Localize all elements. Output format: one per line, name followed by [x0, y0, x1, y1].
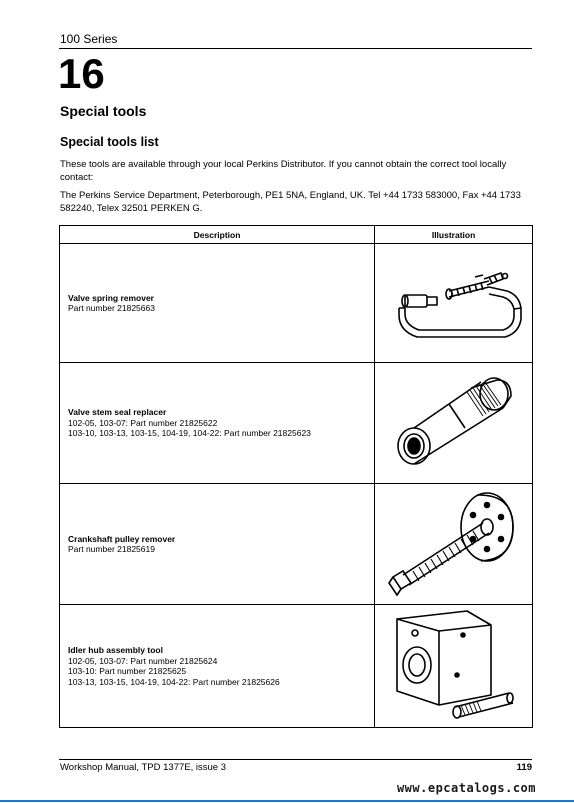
- part-number-line: 102-05, 103-07: Part number 21825622: [68, 417, 218, 428]
- tool-illustration: [375, 484, 533, 605]
- table-header-row: [60, 226, 533, 244]
- header-rule: [59, 48, 532, 49]
- series-label: 100 Series: [60, 32, 118, 46]
- valve-spring-remover-drawing: [379, 253, 529, 353]
- part-number-line: 102-05, 103-07: Part number 21825624: [68, 655, 218, 666]
- table-row: [60, 605, 533, 728]
- table-row: [60, 363, 533, 484]
- tool-name: Valve spring remover: [68, 292, 154, 303]
- watermark-url[interactable]: www.epcatalogs.com: [396, 781, 536, 795]
- tool-description: [60, 363, 375, 484]
- intro-paragraph: These tools are available through your local Perkins Distributor. If you cannot obtain the correct tool locally contact:: [60, 159, 507, 183]
- part-number-line: 103-10: Part number 21825625: [68, 666, 187, 676]
- bottom-accent-line: [0, 800, 574, 802]
- footer-manual-reference: Workshop Manual, TPD 1377E, issue 3: [60, 762, 226, 773]
- table-row: [60, 244, 533, 363]
- table-row: [60, 484, 533, 605]
- page-number: 119: [516, 762, 532, 773]
- tool-name: Crankshaft pulley remover: [68, 533, 176, 544]
- valve-stem-seal-replacer-drawing: [379, 368, 529, 478]
- part-number-line: Part number 21825663: [68, 303, 155, 313]
- special-tools-table: [59, 225, 533, 728]
- tool-illustration: [375, 605, 533, 728]
- part-number-line: 103-10, 103-13, 103-15, 104-19, 104-22: Part number 21825623: [68, 428, 311, 439]
- footer-rule: [59, 759, 532, 760]
- tool-description: [60, 605, 375, 728]
- subsection-title: Special tools list: [60, 135, 159, 149]
- part-number-line: Part number 21825619: [68, 544, 155, 554]
- section-title: Special tools: [60, 103, 147, 119]
- tool-name: Valve stem seal replacer: [68, 407, 167, 418]
- idler-hub-assembly-tool-drawing: [379, 607, 529, 725]
- tool-illustration: [375, 244, 533, 363]
- tool-illustration: [375, 363, 533, 484]
- tool-description: [60, 244, 375, 363]
- column-header-illustration: Illustration: [375, 226, 533, 244]
- address-paragraph: The Perkins Service Department, Peterborough, PE1 5NA, England, UK. Tel +44 1733 583000, Fax +44 1733 582240, Telex 32501 PERKEN G.: [60, 190, 521, 214]
- column-header-description: Description: [60, 226, 375, 244]
- crankshaft-pulley-remover-drawing: [379, 487, 529, 602]
- tool-name: Idler hub assembly tool: [68, 645, 163, 655]
- part-number-line: 103-13, 103-15, 104-19, 104-22: Part number 21825626: [68, 676, 280, 687]
- chapter-number: 16: [58, 50, 105, 97]
- tool-description: [60, 484, 375, 605]
